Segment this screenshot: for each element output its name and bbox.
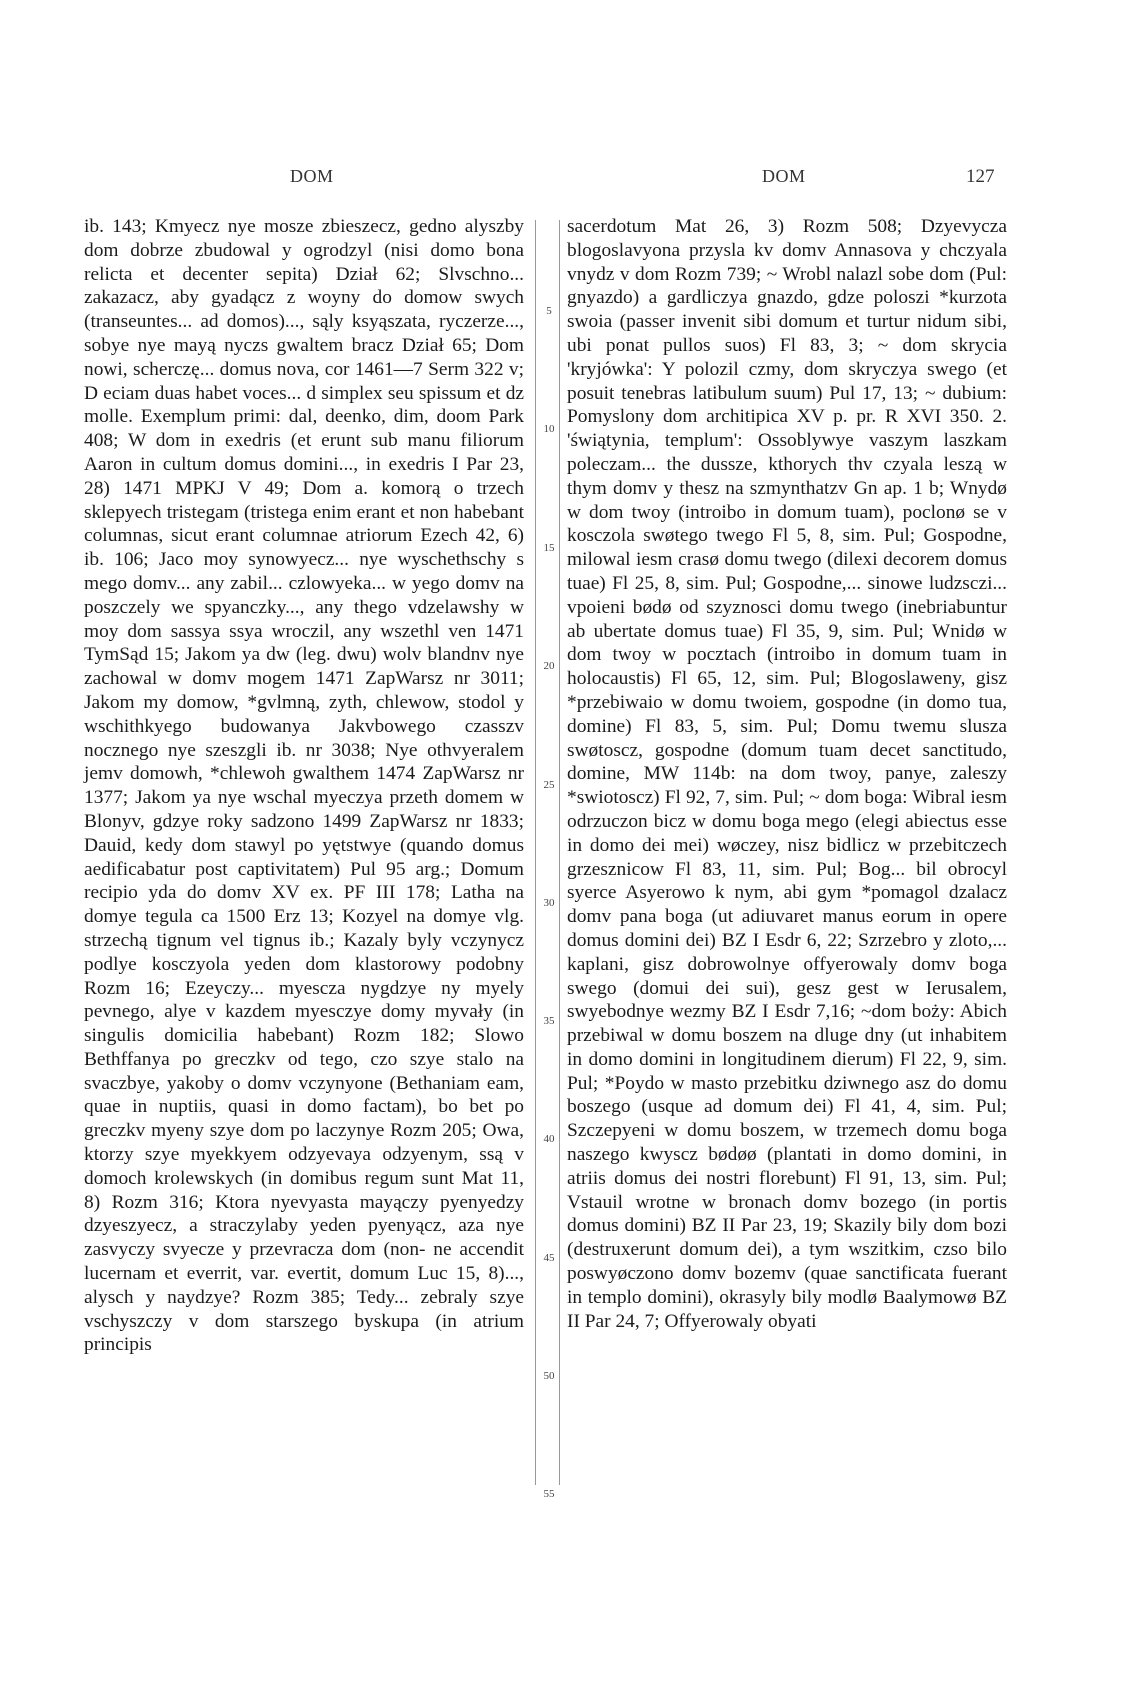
line-number: 55 — [543, 1488, 555, 1500]
line-number: 50 — [543, 1370, 555, 1382]
column-divider-left — [535, 220, 536, 1485]
line-number: 30 — [543, 897, 555, 909]
line-number: 40 — [543, 1133, 555, 1145]
right-column-text: sacerdotum Mat 26, 3) Rozm 508; Dzyevycza blogoslavyona przysla kv domv Annasova y chczyala vnydz v dom Rozm 739; ~ Wrobl nalazl sobe dom (Pul: gnyazdo) a gardliczya gnazdo, gdze poloszi *kurzota swoia (passer invenit sibi domum et turtur nidum sibi, ubi ponat pullos suos) Fl 83, 3; ~ dom skrycia 'kryjówka': Y polozil czmy, dom skryczya swego (et posuit tenebras latibulum suum) Pul 17, 13; ~ dubium: Pomyslony dom architipica XV p. pr. R XVI 350. 2. 'świątynia, templum': Ossoblywye vaszym laszkam poleczam... the dussze, kthorych thv czyala leszą w thym domv y thesz na szmynthatzv Gn ap. 1 b; Wnydø w dom twoy (introibo in domum tuam), poclonø se v kosczola swøtego twego Fl 5, 8, sim. Pul; Gospodne, milowal iesm crasø domu twego (dilexi decorem domus tuae) Fl 25, 8, sim. Pul; Gospodne,... sinowe ludzsczi... vpoieni bødø od szyznosci domu twego (inebriabuntur ab ubertate domus tuae) Fl 35, 9, sim. Pul; Wnidø w dom twoy w pocztach (introibo in domum tuam in holocaustis) Fl 65, 12, sim. Pul; Blogoslaweny, gisz *przebiwaio w domu twoiem, gospodne (in domo tua, domine) Fl 83, 5, sim. Pul; Domu twemu slusza swøtoscz, gospodne (domum tuam decet sanctitudo, domine, MW 114b: na dom twoy, panye, zaleszy *swiotoscz) Fl 92, 7, sim. Pul; ~ dom boga: Wibral iesm odrzuczon bicz w domu boga mego (elegi abiectus esse in domo dei mei) wøczey, nisz bidlicz w przebitczech grzesznicow Fl 83, 11, sim. Pul; Bog... bil obrocyl syerce Asyerowo k nym, abi gym *pomagol dzalacz domv pana boga (ut adiuvaret manus eorum in opere domus domini dei) BZ I Esdr 6, 22; Szrzebro y zloto,... kaplani, gisz dobrowolnye offyerowaly domv boga swego (domui dei sui), gesz gest w Ierusalem, swyebodnye wezmy BZ I Esdr 7,16; ~dom boży: Abich przebiwal w domu boszem na dluge dny (ut inhabitem in domo domini in longitudinem dierum) Fl 22, 9, sim. Pul; *Poydo w masto przebitku dziwnego asz do domu boszego (usque ad domum dei) Fl 41, 4, sim. Pul; Szczepyeni w domu boszem, w trzemech domu boga naszego kwyscz bødøø (plantati in domo domini, in atriis domus dei nostri florebunt) Fl 91, 13, sim. Pul; Vstauil wrotne w bronach domv bozego (in portis domus domini) BZ II Par 23, 19; Skazily bily dom bozi (destruxerunt domum dei), a tym wszitkim, czso bilo poswyøczono domv bozemv (quae sanctificata fuerant in templo domini), okrasyly bily modlø Baalymowø BZ II Par 24, 7; Offyerowaly obyati — [567, 216, 1007, 1332]
column-divider-right — [559, 220, 560, 1485]
left-column — [84, 215, 524, 1357]
line-number: 15 — [543, 542, 555, 554]
right-column — [567, 215, 1007, 1333]
line-number-gutter — [540, 215, 558, 1500]
line-number: 20 — [543, 660, 555, 672]
line-number: 5 — [546, 305, 552, 317]
line-number: 35 — [543, 1015, 555, 1027]
page-number: 127 — [966, 166, 995, 187]
left-column-text: ib. 143; Kmyecz nye mosze zbieszecz, gedno alyszby dom dobrze zbudowal y ogrodzyl (nisi domo bona relicta et decenter sepita) Dział 62; Slvschno... zakazacz, aby gyadącz z woyny do domow swych (transeuntes... ad domos)..., sąly ksyąszata, ryczerze..., sobye nye mayą nyczs gwaltem bracz Dział 65; Dom nowi, scherczę... domus nova, cor 1461—7 Serm 322 v; D eciam duas habet voces... d simplex seu spissum et dz molle. Exemplum primi: dal, deenko, dim, doom Park 408; W dom in exedris (et erunt sub manu filiorum Aaron in cultum domus domini..., in exedris I Par 23, 28) 1471 MPKJ V 49; Dom a. komorą o trzech sklepyech tristegam (tristega enim erant et non habebant columnas, sicut erant columnae atriorum Ezech 42, 6) ib. 106; Jaco moy synowyecz... nye wyschethschy s mego domv... any zabil... czlowyeka... w yego domv na poszczely we spyanczky..., any thego vdzelawshy w moy dom sassya ssya wroczil, any wszethl ven 1471 TymSąd 15; Jakom ya dw (leg. dwu) wolv blandnv nye zachowal w domv mogem 1471 ZapWarsz nr 3011; Jakom my domow, *gvlmną, zyth, chlewow, stodol y wschithkyego budowanya Jakvbowego czasszv nocznego nye szeszgli ib. nr 3038; Nye othvyeralem jemv domowh, *chlewoh gwalthem 1474 ZapWarsz nr 1377; Jakom ya nye wschal myeczya przeth domem w Blonyv, gdzye roky sadzono 1499 ZapWarsz nr 1833; Dauid, kedy dom stawyl po yętstwye (quando domus aedificabatur post captivitatem) Pul 95 arg.; Domum recipio yda do domv XV ex. PF III 178; Latha na domye tegula ca 1500 Erz 13; Kozyel na domye vlg. strzechą tignum vel tignus ib.; Kazaly byly vczynycz podlye kosczyola yeden dom klastorowy podobny Rozm 16; Ezeyczy... myescza nygdzye ny myely pevnego, alye v kazdem myesczye domy myvały (in singulis domicilia habebant) Rozm 182; Slowo Bethffanya po greczkv od tego, czo szye stalo na svaczbye, yakoby o domv vczynyone (Bethaniam eam, quae in nuptiis, quasi in domo factam), bo bet po greczkv myeny szye dom po laczynye Rozm 205; Owa, ktorzy szye myekkyem odzyevaya odzyenym, ssą v domoch krolewskych (in domibus regum sunt Mat 11, 8) Rozm 316; Ktora nyevyasta mayączy pyenyedzy dzyeszyecz, a straczylaby yeden pyenyącz, aza nye zasvyczy svyecze y przevracza dom (non- ne accendit lucernam et everrit, var. evertit, domum Luc 15, 8)..., alysch y naydzye? Rozm 385; Tedy... zebraly szye vschyszczy v dom starszego byskupa (in atrium principis — [84, 216, 524, 1356]
line-number: 45 — [543, 1252, 555, 1264]
running-head-right: DOM — [762, 166, 806, 186]
line-number: 25 — [543, 779, 555, 791]
line-number: 10 — [543, 423, 555, 435]
running-head-left: DOM — [290, 166, 334, 186]
